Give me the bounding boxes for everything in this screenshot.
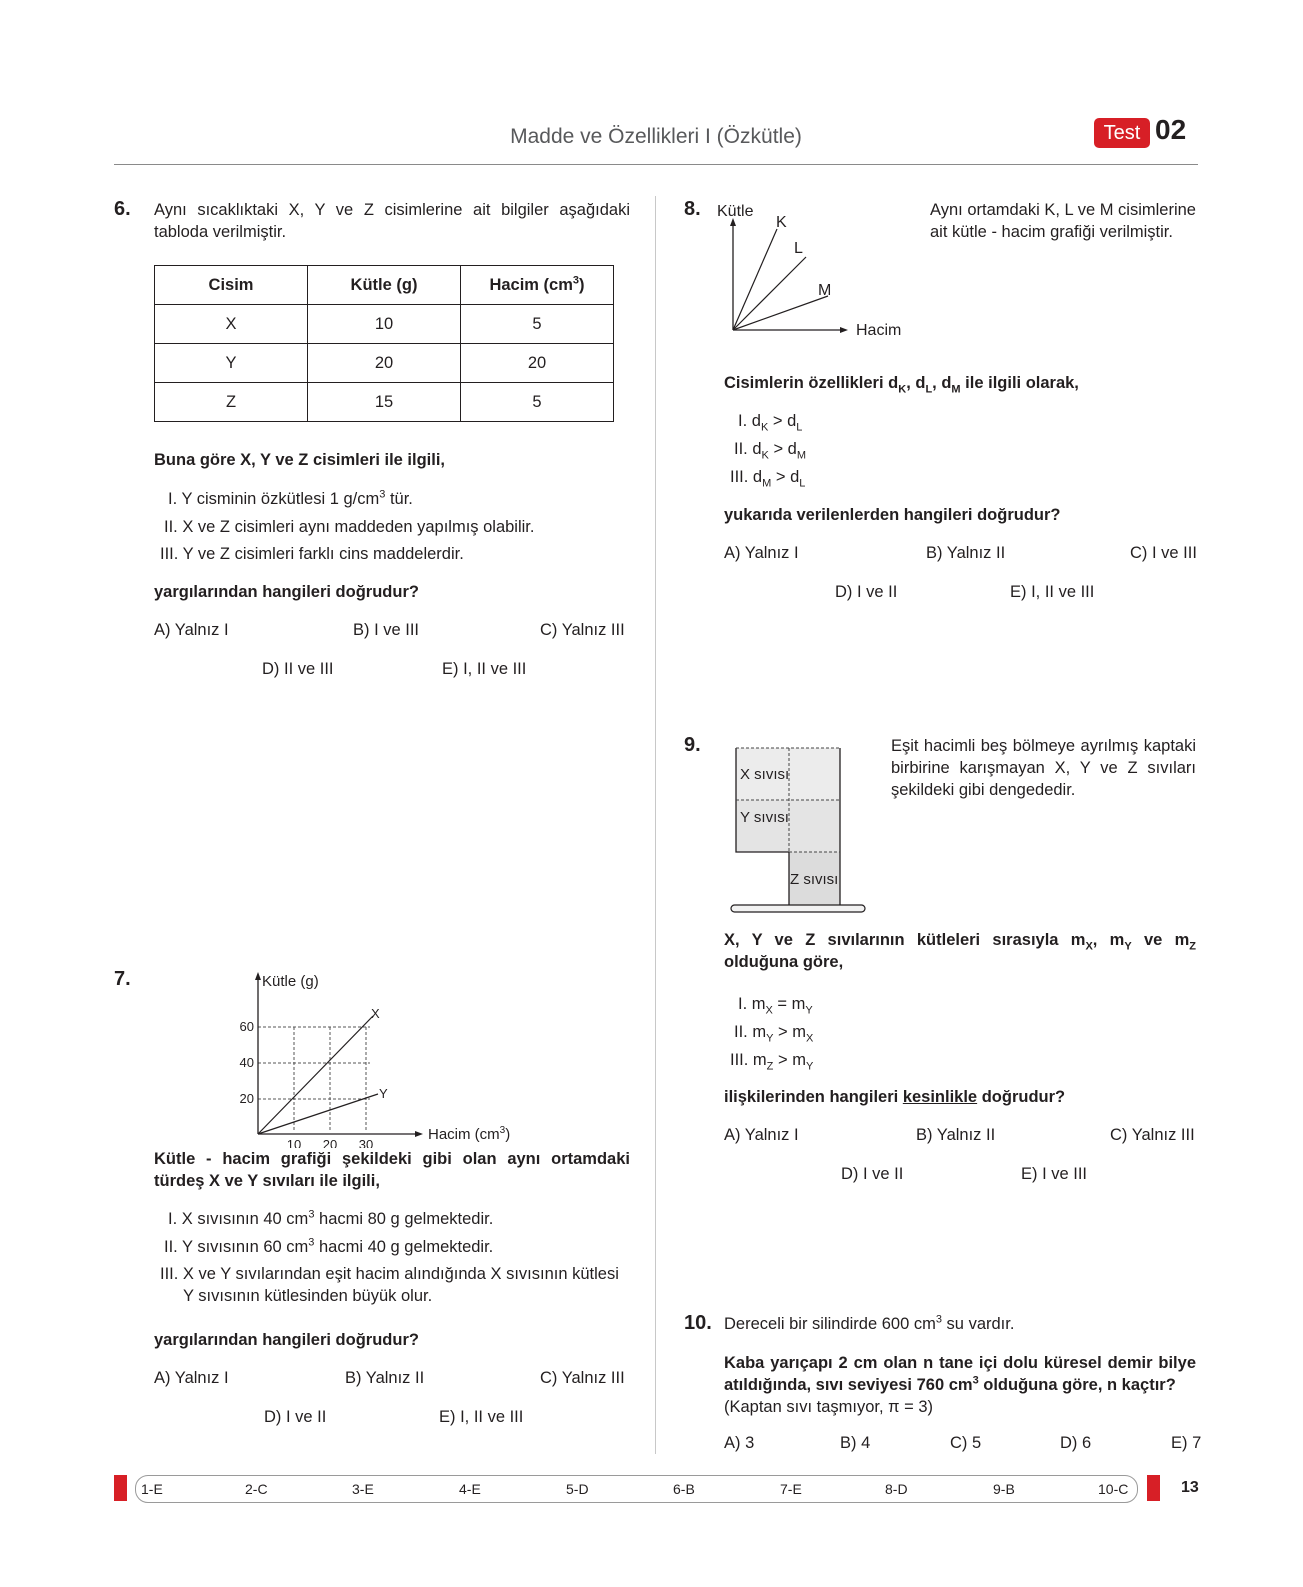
y-liquid-fill [736,800,840,852]
q9-container-figure [728,740,876,915]
q6-option-d[interactable]: D) II ve III [262,660,334,678]
answer-key-item: 8-D [885,1481,908,1497]
q8-statement-1: I. $d_K > d_L$ [738,412,803,434]
y-liquid-label: Y sıvısı [740,809,789,826]
q8-intro: Aynı ortamdaki K, L ve M cisimlerine ait kütle - hacim grafiği verilmiştir. [930,201,1196,241]
q8-statement-2: II. $d_K > d_M$ [734,440,807,462]
answer-key-item: 3-E [352,1481,374,1497]
q9-option-d[interactable]: D) I ve II [841,1165,904,1183]
header-divider [114,164,1198,165]
q10-note: (Kaptan sıvı taşmıyor, π = 3) [724,1398,934,1416]
line-l-label: L [794,240,803,257]
answer-key-item: 9-B [993,1481,1015,1497]
table-header-cell: Kütle (g) [308,266,461,305]
y-axis-arrow [255,972,261,980]
line-k-label: K [776,214,787,231]
q10-option-d[interactable]: D) 6 [1060,1434,1092,1452]
q9-option-e[interactable]: E) I ve III [1021,1165,1088,1183]
q10-option-a[interactable]: A) 3 [724,1434,755,1452]
q8-option-c[interactable]: C) I ve III [1130,544,1197,562]
q7-statement-2: II. Y sıvısının 60 $cm^3$ hacmi 40 g gelmektedir. [164,1236,494,1256]
q9-statement-1: I. $m_X = m_Y$ [738,995,813,1017]
line-l [733,257,806,330]
q9-option-a[interactable]: A) Yalnız I [724,1126,799,1144]
q6-stem: Buna göre X, Y ve Z cisimleri ile ilgili, [154,451,445,469]
table-header-cell: Hacim $(cm^3)$ [461,266,614,305]
q7-question: yargılarından hangileri doğrudur? [154,1331,419,1349]
container-base [731,905,865,912]
line-x-label: X [371,1006,380,1021]
q9-option-b[interactable]: B) Yalnız II [916,1126,996,1144]
line-k [733,229,777,330]
q8-number: 8. [684,198,701,220]
q9-option-c[interactable]: C) Yalnız III [1110,1126,1195,1144]
x-tick-label: 10 [286,1137,302,1148]
q9-number: 9. [684,734,701,756]
table-cell: 5 [461,383,614,422]
table-cell: 10 [308,305,461,344]
q9-statement-2: II. $m_Y > m_X$ [734,1023,814,1045]
table-cell: X [155,305,308,344]
page-title: Madde ve Özellikleri I (Özkütle) [510,125,802,148]
line-m [733,296,828,330]
q9-intro: Eşit hacimli beş bölmeye ayrılmış kaptaki birbirine karışmayan X, Y ve Z sıvıları şekildeki gibi dengededir. [891,737,1196,799]
table-header-row [155,266,614,305]
q10-option-c[interactable]: C) 5 [950,1434,982,1452]
line-x [258,1016,373,1134]
answer-key-item: 6-B [673,1481,695,1497]
q7-statement-3: III. X ve Y sıvılarından eşit hacim alındığında X sıvısının kütlesi Y sıvısının kütlesinden büyük olur. [160,1265,619,1305]
test-number: 02 [1155,114,1187,145]
x-liquid-label: X sıvısı [740,766,790,783]
test-badge: Test [1094,118,1150,148]
y-axis-label: Kütle [717,203,754,220]
q6-question: yargılarından hangileri doğrudur? [154,583,419,601]
x-tick-label: 30 [358,1137,374,1148]
answer-key-item: 5-D [566,1481,589,1497]
q7-option-e[interactable]: E) I, II ve III [439,1408,524,1426]
q10-line-1: Dereceli bir silindirde 600 $cm^3$ su vardır. [724,1313,1015,1333]
q10-number: 10. [684,1312,712,1334]
q9-question: ilişkilerinden hangileri kesinlikle doğrudur? [724,1088,1066,1106]
x-tick-label: 20 [322,1137,338,1148]
page-number: 13 [1181,1479,1199,1496]
x-axis-label: Hacim $(cm^3)$ [428,1125,511,1143]
table-cell: Y [155,344,308,383]
q7-statement-1: I. X sıvısının 40 $cm^3$ hacmi 80 g gelmektedir. [168,1208,494,1228]
q7-mass-volume-graph [220,968,540,1148]
answer-key-item: 7-E [780,1481,802,1497]
table-cell: 5 [461,305,614,344]
table-header-cell: Cisim [155,266,308,305]
q6-statement-2: II. X ve Z cisimleri aynı maddeden yapılmış olabilir. [164,518,535,536]
x-axis-arrow [840,327,848,333]
answer-key-item: 2-C [245,1481,268,1497]
q10-option-b[interactable]: B) 4 [840,1434,871,1452]
answer-key-bar [135,1475,1138,1503]
answer-key-item: 10-C [1098,1481,1129,1497]
q7-option-a[interactable]: A) Yalnız I [154,1369,229,1387]
q10-stem: Kaba yarıçapı 2 cm olan n tane içi dolu küresel demir bilye atıldığında, sıvı seviyesi 760 $cm^3$ olduğuna göre, n kaçtır? [724,1354,1196,1394]
q8-option-a[interactable]: A) Yalnız I [724,544,799,562]
answer-key-item: 4-E [459,1481,481,1497]
table-cell: 20 [461,344,614,383]
answer-key-item: 1-E [141,1481,163,1497]
table-row [155,383,614,422]
q8-question: yukarıda verilenlerden hangileri doğrudur? [724,506,1061,524]
q8-option-d[interactable]: D) I ve II [835,583,898,601]
y-tick-label: 60 [239,1019,254,1034]
table-row [155,305,614,344]
q7-option-c[interactable]: C) Yalnız III [540,1369,625,1387]
x-axis-arrow [415,1131,423,1137]
line-y [258,1094,378,1134]
q7-option-d[interactable]: D) I ve II [264,1408,327,1426]
q9-stem: X, Y ve Z sıvılarının kütleleri sırasıyla $m_X$, $m_Y$ ve $m_Z$ olduğuna göre, [724,931,1196,971]
footer-accent-left [114,1475,127,1501]
q8-stem: Cisimlerin özellikleri $d_K$, $d_L$, $d_M$ ile ilgili olarak, [724,374,1079,396]
q6-option-b[interactable]: B) I ve III [353,621,420,639]
column-divider [655,196,656,1454]
y-axis-label: Kütle (g) [262,973,319,990]
y-tick-label: 40 [239,1055,254,1070]
q7-stem: Kütle - hacim grafiği şekildeki gibi olan aynı ortamdaki türdeş X ve Y sıvıları ile ilgili, [154,1150,630,1190]
table-cell: Z [155,383,308,422]
q6-intro: Aynı sıcaklıktaki X, Y ve Z cisimlerine ait bilgiler aşağıdaki tabloda verilmiştir. [154,201,630,241]
q7-number: 7. [114,968,131,990]
q6-statement-1: I. Y cisminin özkütlesi 1 $g/cm^3$ tür. [168,488,413,508]
q8-option-e[interactable]: E) I, II ve III [1010,583,1095,601]
q8-option-b[interactable]: B) Yalnız II [926,544,1006,562]
z-liquid-label: Z sıvısı [790,871,839,888]
q6-option-a[interactable]: A) Yalnız I [154,621,229,639]
q6-number: 6. [114,198,131,220]
table-row [155,344,614,383]
x-axis-label: Hacim [856,322,902,339]
q7-option-b[interactable]: B) Yalnız II [345,1369,425,1387]
q8-mass-volume-graph [715,198,905,343]
footer-accent-right [1147,1475,1160,1501]
q10-option-e[interactable]: E) 7 [1171,1434,1202,1452]
q6-option-c[interactable]: C) Yalnız III [540,621,625,639]
q8-statement-3: III. $d_M > d_L$ [730,468,806,490]
q6-statement-3: III. Y ve Z cisimleri farklı cins maddelerdir. [160,545,464,563]
q9-statement-3: III. $m_Z > m_Y$ [730,1051,814,1073]
table-cell: 15 [308,383,461,422]
q6-option-e[interactable]: E) I, II ve III [442,660,527,678]
y-tick-label: 20 [239,1091,254,1106]
table-cell: 20 [308,344,461,383]
line-m-label: M [818,282,832,299]
line-y-label: Y [379,1086,388,1101]
q6-data-table [154,265,614,422]
